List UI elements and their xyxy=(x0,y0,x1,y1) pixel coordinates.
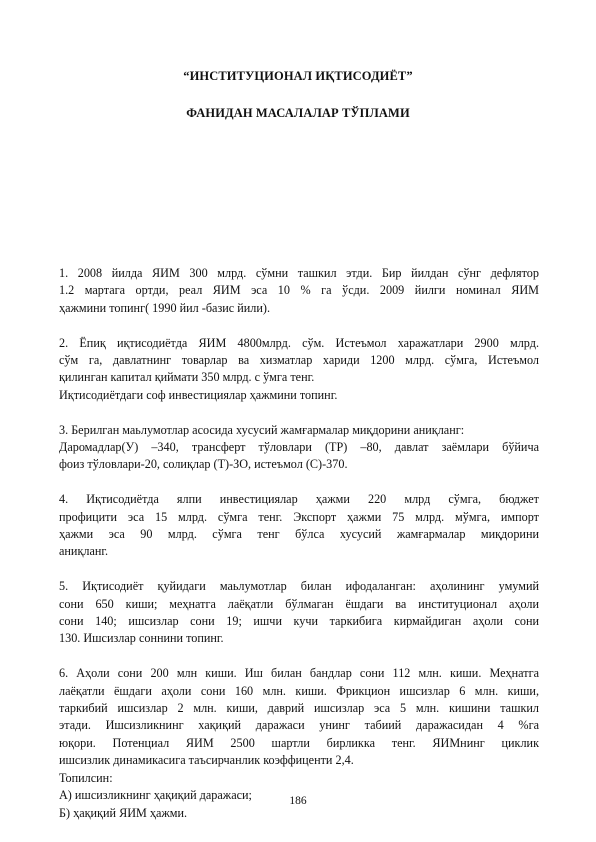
problem-line: сўм га, давлатнинг товарлар ва хизматлар хариди 1200 млрд. сўмга, Истеъмол xyxy=(59,353,539,368)
problem-3 xyxy=(59,422,539,474)
problem-2 xyxy=(59,335,539,405)
problem-line: сони 650 киши; меҳнатга лаёқатли бўлмаган ёшдаги ва институционал аҳоли xyxy=(59,596,539,611)
problem-line: аниқланг. xyxy=(59,544,109,559)
problem-line: А) ишсизликнинг ҳақиқий даражаси; xyxy=(59,788,252,803)
problem-line: этади. Ишсизликнинг хақиқий даражаси унинг табиий даражасидан 4 %га xyxy=(59,718,539,733)
problem-line: 6. Аҳоли сони 200 млн киши. Иш билан бандлар сони 112 млн. киши. Меҳнатга xyxy=(59,666,539,681)
problem-line: фоиз тўловлари-20, солиқлар (Т)-ЗО, истеъмол (С)-370. xyxy=(59,457,348,472)
problem-line: ҳажмини топинг( 1990 йил -базис йили). xyxy=(59,300,270,315)
problem-5 xyxy=(59,578,539,648)
problem-line: Топилсин: xyxy=(59,770,113,785)
problem-line: лаёқатли ёшдаги аҳоли сони 160 млн. киши. Фрикцион ишсизлар 6 млн. киши, xyxy=(59,683,539,698)
problem-line: профицити эса 15 млрд. сўмга тенг. Экспорт ҳажми 75 млрд. мўмга, импорт xyxy=(59,509,539,524)
problem-line: 3. Берилган маьлумотлар асосида хусусий жамғармалар миқдорини аниқланг: xyxy=(59,422,465,437)
problem-list xyxy=(59,265,539,822)
problem-line: ишсизлик динамикасига таъсирчанлик коэффиценти 2,4. xyxy=(59,753,354,768)
problem-line: 1. 2008 йилда ЯИМ 300 млрд. сўмни ташкил этди. Бир йилдан сўнг дефлятор xyxy=(59,266,539,280)
problem-line: қилинган капитал қиймати 350 млрд. с ўмга тенг. xyxy=(59,370,315,385)
problem-line: таркибий ишсизлар 2 млн. киши, даврий ишсизлар эса 5 млн. кишини ташкил xyxy=(59,701,539,716)
problem-line: Даромадлар(У) –340, трансферт тўловлари (ТР) –80, давлат заёмлари бўйича xyxy=(59,440,539,455)
problem-line: 5. Иқтисодиёт қуйидаги маьлумотлар билан ифодаланган: аҳолининг умумий xyxy=(59,579,539,594)
problem-line: юқори. Потенциал ЯИМ 2500 шартли бирликка тенг. ЯИМнинг циклик xyxy=(59,735,539,750)
problem-line: 4. Иқтисодиётда ялпи инвестициялар ҳажми 220 млрд сўмга, бюджет xyxy=(59,492,539,507)
problem-line: 130. Ишсизлар соннини топинг. xyxy=(59,631,224,646)
title-line-1: “ИНСТИТУЦИОНАЛ ИҚТИСОДИЁТ” xyxy=(183,69,413,83)
problem-line: сони 140; ишсизлар сони 19; ишчи кучи таркибига кирмайдиган аҳоли сони xyxy=(59,614,539,629)
problem-line: 2. Ёпиқ иқтисодиётда ЯИМ 4800млрд. сўм. Истеъмол харажатлари 2900 млрд. xyxy=(59,335,539,350)
title-line-2: ФАНИДАН МАСАЛАЛАР ТЎПЛАМИ xyxy=(186,106,410,120)
page-number: 186 xyxy=(289,795,307,807)
problem-line: Иқтисодиётдаги соф инвестициялар ҳажмини топинг. xyxy=(59,387,338,402)
problem-line: ҳажми эса 90 млрд. сўмга тенг бўлса хусусий жамғармалар миқдорини xyxy=(59,527,539,542)
problem-line: 1.2 мартага ортди, реал ЯИМ эса 10 % га ўсди. 2009 йилги номинал ЯИМ xyxy=(59,283,539,298)
problem-1 xyxy=(59,265,539,317)
problem-line: Б) ҳақиқий ЯИМ ҳажми. xyxy=(59,805,188,820)
problem-4 xyxy=(59,491,539,561)
